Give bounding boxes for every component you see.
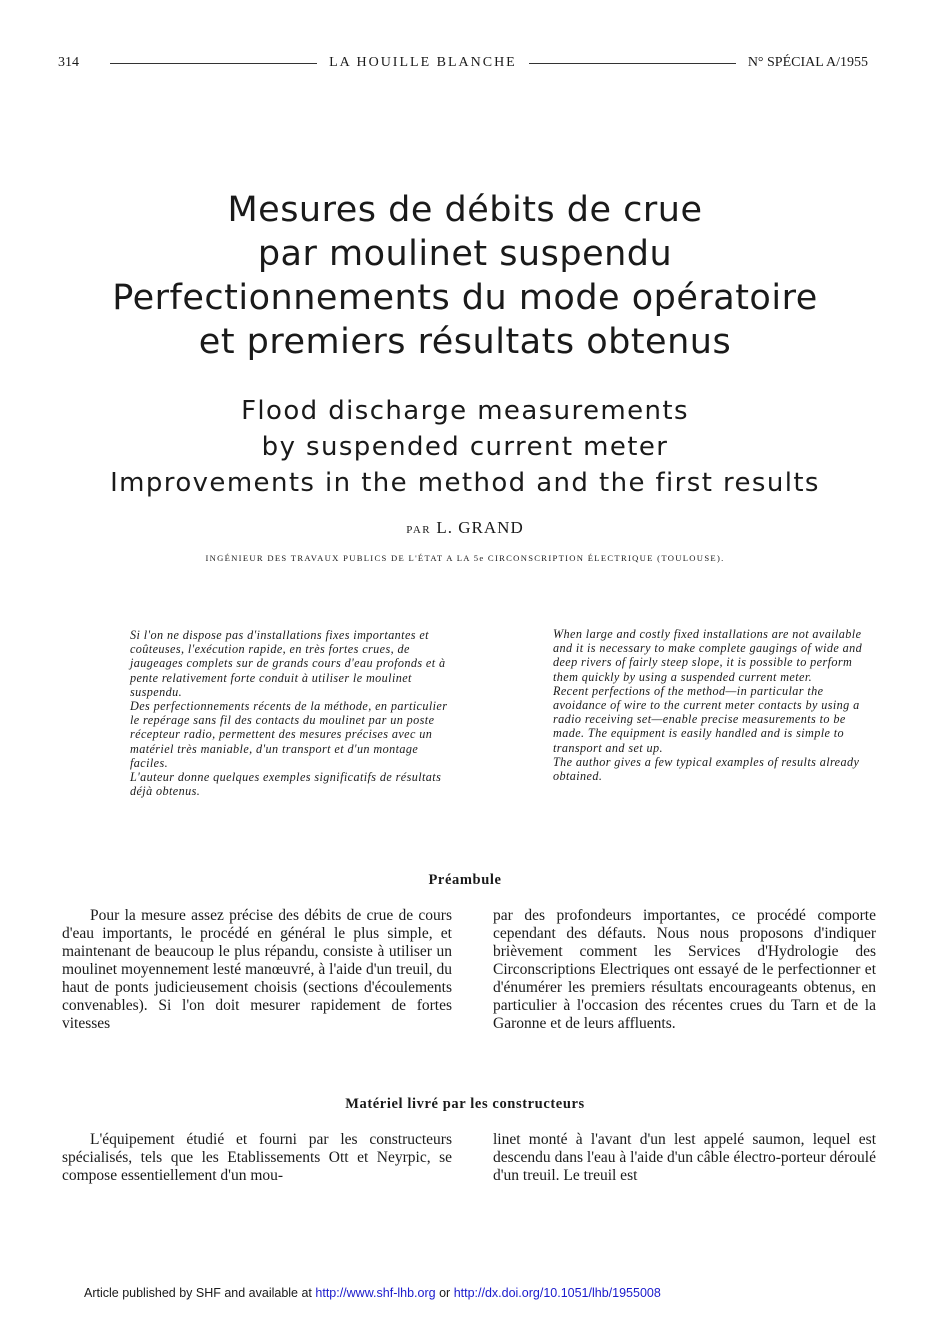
title-fr-line-1: Mesures de débits de crue bbox=[227, 190, 703, 230]
materiel-paragraph-left: L'équipement étudié et fourni par les constructeurs spécialisés, tels que les Etablissements Ott et Neyrpic, se compose essentiellement d'un mou- bbox=[62, 1131, 452, 1184]
page-number: 314 bbox=[58, 55, 79, 70]
byline-prefix: PAR bbox=[406, 524, 432, 536]
preambule-column-left bbox=[62, 907, 452, 1033]
preambule-paragraph-left: Pour la mesure assez précise des débits de crue de cours d'eau importants, le procédé en général le plus simple, et maintenant de beaucoup le plus répandu, consiste à utiliser un moulinet moyennement lesté manœuvré, à l'aide d'un treuil, du haut de ponts judicieusement choisis (sections d'écoulements convenables). Si l'on doit mesurer rapidement de fortes vitesses bbox=[62, 907, 452, 1032]
header-rule-right bbox=[529, 63, 736, 64]
title-fr-line-4: et premiers résultats obtenus bbox=[198, 322, 732, 362]
footer-link-site[interactable]: http://www.shf-lhb.org bbox=[315, 1286, 436, 1300]
footer-link-doi[interactable]: http://dx.doi.org/10.1051/lhb/1955008 bbox=[453, 1286, 661, 1300]
abstract-en-paragraph-1: When large and costly fixed installations are not available and it is necessary to make complete gaugings of wide and deep rivers of fairly steep slope, it is possible to perform them quickly by using a suspended current meter. bbox=[553, 627, 863, 684]
author-affiliation: INGÉNIEUR DES TRAVAUX PUBLICS DE L'ÉTAT A LA 5e CIRCONSCRIPTION ÉLECTRIQUE (TOULOUSE). bbox=[205, 553, 725, 563]
preambule-column-right bbox=[493, 907, 876, 1033]
journal-name: LA HOUILLE BLANCHE bbox=[329, 55, 517, 70]
abstract-fr-paragraph-1: Si l'on ne dispose pas d'installations fixes importantes et coûteuses, l'exécution rapide, en très fortes crues, de jaugeages complets sur de grands cours d'eau profonds et à pente relativement forte conduit à utiliser le moulinet suspendu. bbox=[130, 628, 446, 699]
footer-middle: or bbox=[439, 1286, 451, 1300]
abstract-fr-paragraph-2: Des perfectionnements récents de la méthode, en particulier le repérage sans fil des contacts du moulinet par un poste récepteur radio, permettent des mesures précises avec un matériel très maniable, d'un transport et d'un montage faciles. bbox=[130, 699, 448, 770]
section-heading-preambule: Préambule bbox=[428, 872, 502, 888]
title-en-line-1: Flood discharge measurements bbox=[241, 396, 689, 426]
author-name: L. GRAND bbox=[436, 518, 524, 537]
abstract-fr bbox=[130, 628, 448, 798]
title-fr-line-3: Perfectionnements du mode opératoire bbox=[112, 278, 818, 318]
title-en-line-3: Improvements in the method and the first results bbox=[110, 468, 820, 498]
preambule-paragraph-right: par des profondeurs importantes, ce procédé comporte cependant des défauts. Nous nous proposons d'indiquer brièvement comment les Services d'Hydrologie des Circonscriptions Electriques ont essayé de le perfectionner et d'énumérer les premiers résultats encourageants obtenus, en particulier à l'occasion des récentes crues du Tarn et de la Garonne et de leurs affluents. bbox=[493, 907, 876, 1032]
running-header bbox=[58, 52, 868, 74]
issue-label: N° SPÉCIAL A/1955 bbox=[747, 55, 869, 70]
footer-prefix: Article published by SHF and available at bbox=[84, 1286, 312, 1300]
abstract-fr-paragraph-3: L'auteur donne quelques exemples significatifs de résultats déjà obtenus. bbox=[130, 770, 442, 799]
materiel-column-left bbox=[62, 1131, 452, 1185]
abstract-en-paragraph-3: The author gives a few typical examples of results already obtained. bbox=[553, 754, 860, 784]
abstract-en bbox=[553, 627, 875, 783]
materiel-column-right bbox=[493, 1131, 876, 1185]
header-rule-left bbox=[110, 63, 317, 64]
section-heading-materiel: Matériel livré par les constructeurs bbox=[345, 1096, 585, 1112]
title-fr-line-2: par moulinet suspendu bbox=[257, 234, 673, 274]
title-en-line-2: by suspended current meter bbox=[261, 432, 669, 462]
abstract-en-paragraph-2: Recent perfections of the method—in particular the avoidance of wire to the current meter contacts by using a radio receiving set—enable precise measurements to be made. The equipment is easily handled and is simple to transport and set up. bbox=[553, 683, 860, 755]
publication-footer bbox=[84, 1286, 661, 1300]
materiel-paragraph-right: linet monté à l'avant d'un lest appelé saumon, lequel est descendu dans l'eau à l'aide d'un câble électro-porteur déroulé d'un treuil. Le treuil est bbox=[493, 1131, 876, 1184]
byline bbox=[0, 518, 930, 538]
